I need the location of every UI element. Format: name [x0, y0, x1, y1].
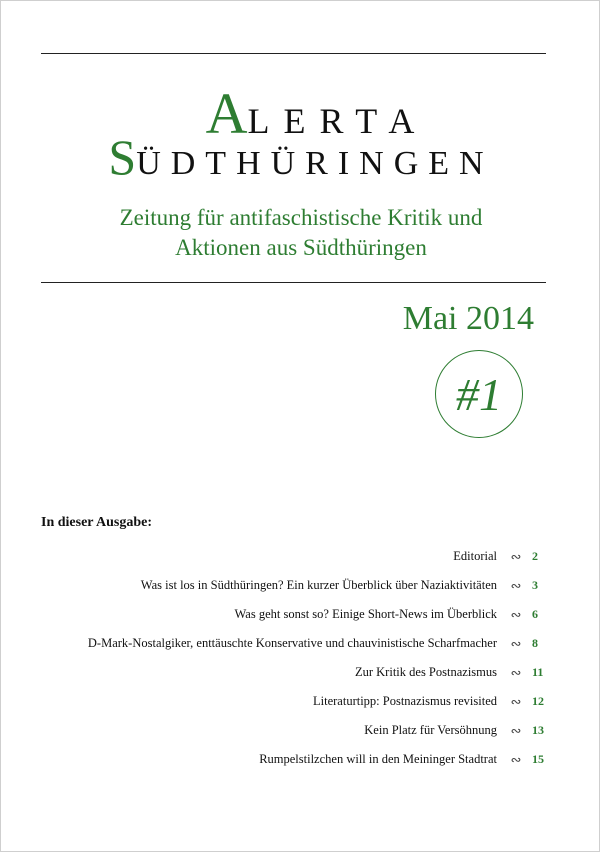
ornament-icon: ∾	[510, 693, 522, 709]
ornament-icon: ∾	[510, 606, 522, 622]
toc-entry[interactable]	[26, 600, 546, 629]
issue-number: #1	[456, 368, 502, 420]
toc-entry[interactable]	[26, 658, 546, 687]
ornament-icon: ∾	[510, 751, 522, 767]
toc-entry-title: Literaturtipp: Postnazismus revisited	[313, 694, 497, 708]
toc-entry-page: 6	[532, 607, 538, 621]
ornament-icon: ∾	[510, 577, 522, 593]
toc-entry-title: Rumpelstilzchen will in den Meininger Stadtrat	[259, 752, 497, 766]
subtitle-line-1: Zeitung für antifaschistische Kritik und	[119, 205, 483, 230]
subtitle-line-2: Aktionen aus Südthüringen	[175, 235, 427, 260]
toc-entry[interactable]	[26, 542, 546, 571]
middle-rule	[41, 282, 546, 283]
toc-entry-title: Editorial	[453, 549, 497, 563]
toc-entry-title: Was geht sonst so? Einige Short-News im Überblick	[234, 607, 497, 621]
issue-number-badge	[435, 350, 523, 438]
masthead-line-2	[41, 129, 561, 185]
toc-entry[interactable]	[26, 716, 546, 745]
toc-entry-page: 8	[532, 636, 538, 650]
toc-entry-title: Was ist los in Südthüringen? Ein kurzer Überblick über Naziaktivitäten	[140, 578, 497, 592]
toc-entry-page: 15	[532, 752, 544, 766]
masthead-rest-1: LERTA	[247, 101, 429, 141]
masthead-initial-s: S	[108, 129, 137, 185]
toc-entry[interactable]	[26, 687, 546, 716]
toc-heading: In dieser Ausgabe:	[41, 515, 152, 530]
toc-entry-page: 3	[532, 578, 538, 592]
masthead-rest-2: ÜDTHÜRINGEN	[136, 145, 494, 182]
toc-entry-title: Zur Kritik des Postnazismus	[354, 665, 497, 679]
toc-entry-page: 13	[532, 723, 544, 737]
toc-entry[interactable]	[26, 745, 546, 774]
toc-entry-page: 2	[532, 549, 538, 563]
subtitle	[41, 203, 561, 263]
toc-entry-page: 11	[532, 665, 544, 679]
ornament-icon: ∾	[510, 635, 522, 651]
top-rule	[41, 53, 546, 54]
toc-entry-title: D-Mark-Nostalgiker, enttäuschte Konservative und chauvinistische Scharfmacher	[87, 636, 497, 650]
table-of-contents	[26, 542, 546, 774]
toc-entry[interactable]	[26, 629, 546, 658]
ornament-icon: ∾	[510, 548, 522, 564]
ornament-icon: ∾	[510, 722, 522, 738]
toc-entry-page: 12	[532, 694, 544, 708]
toc-entry-title: Kein Platz für Versöhnung	[364, 723, 497, 737]
masthead-initial-a: A	[205, 81, 248, 146]
toc-entry[interactable]	[26, 571, 546, 600]
ornament-icon: ∾	[510, 664, 522, 680]
issue-date: Mai 2014	[402, 300, 534, 337]
